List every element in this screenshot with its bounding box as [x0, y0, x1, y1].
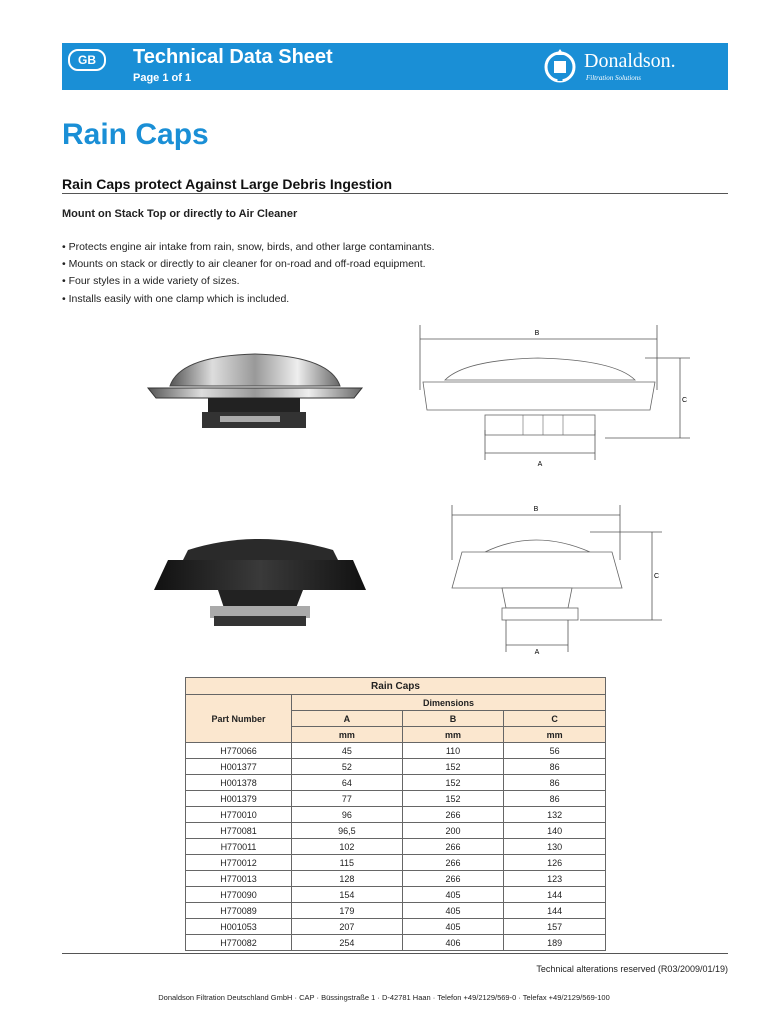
col-b-header: B: [402, 711, 504, 727]
col-c-header: C: [504, 711, 606, 727]
dimension-cell: 86: [504, 759, 606, 775]
table-row: [186, 887, 606, 903]
table-row: [186, 791, 606, 807]
dimension-cell: 405: [402, 887, 504, 903]
dimension-cell: 189: [504, 935, 606, 951]
dimension-cell: 405: [402, 903, 504, 919]
part-number-header: Part Number: [186, 695, 292, 743]
table-row: [186, 919, 606, 935]
dimension-cell: 86: [504, 775, 606, 791]
dimension-cell: 140: [504, 823, 606, 839]
dimension-cell: 96: [292, 807, 403, 823]
brand-tagline: Filtration Solutions: [586, 74, 642, 82]
dimension-cell: 179: [292, 903, 403, 919]
dimension-cell: 77: [292, 791, 403, 807]
dimension-cell: 45: [292, 743, 403, 759]
black-rain-cap-photo: [148, 520, 373, 635]
dimension-cell: 144: [504, 903, 606, 919]
mount-heading: Mount on Stack Top or directly to Air Cleaner: [62, 208, 298, 220]
dimension-cell: 132: [504, 807, 606, 823]
part-number-cell: H770090: [186, 887, 292, 903]
list-item: • Installs easily with one clamp which is included.: [62, 292, 290, 305]
header-title: Technical Data Sheet: [133, 46, 333, 68]
table-row: [186, 839, 606, 855]
col-c-unit: mm: [504, 727, 606, 743]
part-number-cell: H770089: [186, 903, 292, 919]
dimension-cell: 152: [402, 775, 504, 791]
part-number-cell: H001378: [186, 775, 292, 791]
part-number-cell: H001377: [186, 759, 292, 775]
dimension-drawing-black-cap: [440, 500, 670, 660]
table-row: [186, 743, 606, 759]
part-number-cell: H770066: [186, 743, 292, 759]
part-number-cell: H770012: [186, 855, 292, 871]
table-row: [186, 935, 606, 951]
dimension-cell: 130: [504, 839, 606, 855]
part-number-cell: H770013: [186, 871, 292, 887]
dimension-cell: 405: [402, 919, 504, 935]
dimension-cell: 123: [504, 871, 606, 887]
rain-caps-table: [185, 677, 606, 951]
dimension-cell: 144: [504, 887, 606, 903]
table-row: [186, 903, 606, 919]
header-bar: [62, 43, 728, 90]
dimension-label-a: A: [534, 649, 540, 656]
part-number-cell: H001053: [186, 919, 292, 935]
dimension-label-b: B: [533, 506, 539, 513]
dimension-cell: 266: [402, 807, 504, 823]
dimension-cell: 96,5: [292, 823, 403, 839]
dimensions-header: Dimensions: [292, 695, 606, 711]
dimension-cell: 266: [402, 855, 504, 871]
dimension-cell: 126: [504, 855, 606, 871]
table-row: [186, 807, 606, 823]
table-row: [186, 823, 606, 839]
dimension-cell: 110: [402, 743, 504, 759]
dimension-cell: 102: [292, 839, 403, 855]
table-row: [186, 855, 606, 871]
page-title: Rain Caps: [62, 118, 209, 151]
dimension-cell: 266: [402, 871, 504, 887]
dimension-cell: 152: [402, 791, 504, 807]
table-caption: Rain Caps: [186, 678, 606, 695]
list-item: • Protects engine air intake from rain, snow, birds, and other large contaminants.: [62, 241, 435, 253]
table-row: [186, 871, 606, 887]
part-number-cell: H770011: [186, 839, 292, 855]
alterations-note: Technical alterations reserved (R03/2009/01/19): [536, 964, 728, 974]
list-item: • Mounts on stack or directly to air cleaner for on-road and off-road equipment.: [62, 258, 426, 271]
dimension-cell: 128: [292, 871, 403, 887]
dimension-cell: 266: [402, 839, 504, 855]
dimension-cell: 115: [292, 855, 403, 871]
dimension-cell: 254: [292, 935, 403, 951]
company-address: Donaldson Filtration Deutschland GmbH · CAP · Büssingstraße 1 · D-42781 Haan · Telefon +49/2129/569-0 · Telefax +49/2129/569-100: [158, 993, 610, 1002]
dimension-label-a: A: [537, 461, 543, 468]
dimension-drawing-metal-cap: [405, 320, 695, 470]
dimension-cell: 52: [292, 759, 403, 775]
divider: [62, 193, 728, 194]
col-a-unit: mm: [292, 727, 403, 743]
part-number-cell: H770010: [186, 807, 292, 823]
page-indicator: Page 1 of 1: [133, 72, 192, 84]
donaldson-logo-icon: [542, 47, 578, 85]
list-item: • Four styles in a wide variety of sizes.: [62, 275, 240, 288]
language-badge: GB: [68, 49, 106, 71]
subtitle: Rain Caps protect Against Large Debris Ingestion: [62, 176, 393, 192]
metal-rain-cap-photo: [140, 348, 370, 438]
dimension-cell: 64: [292, 775, 403, 791]
feature-list: [62, 239, 435, 308]
col-b-unit: mm: [402, 727, 504, 743]
dimension-cell: 154: [292, 887, 403, 903]
table-row: [186, 775, 606, 791]
table-body: [186, 743, 606, 951]
dimension-cell: 200: [402, 823, 504, 839]
table-row: [186, 759, 606, 775]
part-number-cell: H770082: [186, 935, 292, 951]
dimension-label-b: B: [534, 330, 540, 337]
dimension-cell: 86: [504, 791, 606, 807]
dimension-cell: 406: [402, 935, 504, 951]
part-number-cell: H001379: [186, 791, 292, 807]
footer-divider: [62, 953, 728, 954]
col-a-header: A: [292, 711, 403, 727]
dimension-cell: 56: [504, 743, 606, 759]
dimension-cell: 152: [402, 759, 504, 775]
part-number-cell: H770081: [186, 823, 292, 839]
dimension-cell: 157: [504, 919, 606, 935]
dimension-label-c: C: [682, 397, 688, 404]
brand-name: Donaldson.: [584, 50, 676, 72]
dimension-cell: 207: [292, 919, 403, 935]
dimension-label-c: C: [654, 573, 660, 580]
